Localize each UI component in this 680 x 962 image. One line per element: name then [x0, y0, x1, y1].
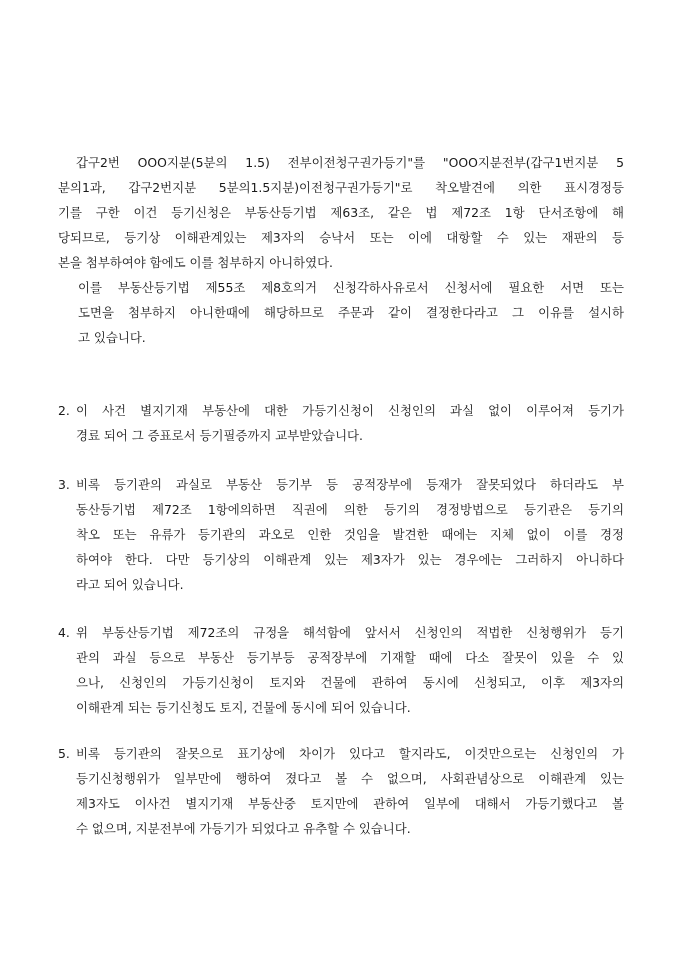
item-number: 2. — [58, 403, 70, 418]
text-line: 착오 또는 유류가 등기관의 과오로 인한 것임을 발견한 때에는 지체 없이 이를 경정 — [76, 527, 624, 542]
text-line: 하여야 한다. 다만 등기상의 이해관계 있는 제3자가 있는 경우에는 그러하지 아니하다 — [76, 552, 624, 567]
text-line: 본을 첨부하여야 함에도 이를 첨부하지 아니하였다. — [58, 255, 333, 270]
text-line: 관의 과실 등으로 부동산 등기부등 공적장부에 기재할 때에 다소 잘못이 있을 수 있 — [76, 650, 624, 665]
text-line: 동산등기법 제72조 1항에의하면 직권에 의한 등기의 경정방법으로 등기관은 등기의 — [76, 502, 624, 517]
text-line: 으나, 신청인의 가등기신청이 토지와 건물에 관하여 동시에 신청되고, 이후 제3자의 — [76, 675, 624, 690]
intro-paragraph — [58, 150, 624, 275]
text-line: 수 없으며, 지분전부에 가등기가 되었다고 유추할 수 있습니다. — [76, 821, 411, 836]
intro-paragraph-2 — [78, 275, 624, 350]
text-line: 당되므로, 등기상 이해관계있는 제3자의 승낙서 또는 이에 대항할 수 있는 재판의 등 — [58, 230, 624, 245]
text-line: 이 사건 별지기재 부동산에 대한 가등기신청이 신청인의 과실 없이 이루어져 등기가 — [76, 403, 624, 418]
text-line: 고 있습니다. — [78, 330, 146, 345]
text-line: 비록 등기관의 잘못으로 표기상에 차이가 있다고 할지라도, 이것만으로는 신청인의 가 — [76, 746, 624, 761]
item-body — [76, 620, 624, 720]
text-line: 이해관계 되는 등기신청도 토지, 건물에 동시에 되어 있습니다. — [76, 700, 411, 715]
text-line: 분의1과, 갑구2번지분 5분의1.5지분)이전청구권가등기"로 착오발견에 의한 표시경정등 — [58, 180, 624, 195]
item-body — [76, 472, 624, 597]
item-number: 5. — [58, 746, 70, 761]
text-line: 경료 되어 그 증표로서 등기필증까지 교부받았습니다. — [76, 428, 363, 443]
text-line: 이를 부동산등기법 제55조 제8호의거 신청각하사유로서 신청서에 필요한 서면 또는 — [78, 280, 624, 295]
text-line: 비록 등기관의 과실로 부동산 등기부 등 공적장부에 등재가 잘못되었다 하더라도 부 — [76, 477, 624, 492]
item-number: 3. — [58, 477, 70, 492]
text-line: 기를 구한 이건 등기신청은 부동산등기법 제63조, 같은 법 제72조 1항 단서조항에 해 — [58, 205, 624, 220]
text-line: 제3자도 이사건 별지기재 부동산중 토지만에 관하여 일부에 대해서 가등기했다고 볼 — [76, 796, 624, 811]
text-line: 도면을 첨부하지 아니한때에 해당하므로 주문과 같이 결정한다라고 그 이유를 설시하 — [78, 305, 624, 320]
item-body — [76, 398, 624, 448]
text-line: 라고 되어 있습니다. — [76, 577, 184, 592]
text-line: 위 부동산등기법 제72조의 규정을 해석함에 앞서서 신청인의 적법한 신청행위가 등기 — [76, 625, 624, 640]
text-line: 등기신청행위가 일부만에 행하여 졌다고 볼 수 없으며, 사회관념상으로 이해관계 있는 — [76, 771, 624, 786]
text-line: 갑구2번 OOO지분(5분의 1.5) 전부이전청구권가등기"를 "OOO지분전부(갑구1번지분 5 — [76, 155, 624, 170]
item-number: 4. — [58, 625, 70, 640]
item-body — [76, 741, 624, 841]
